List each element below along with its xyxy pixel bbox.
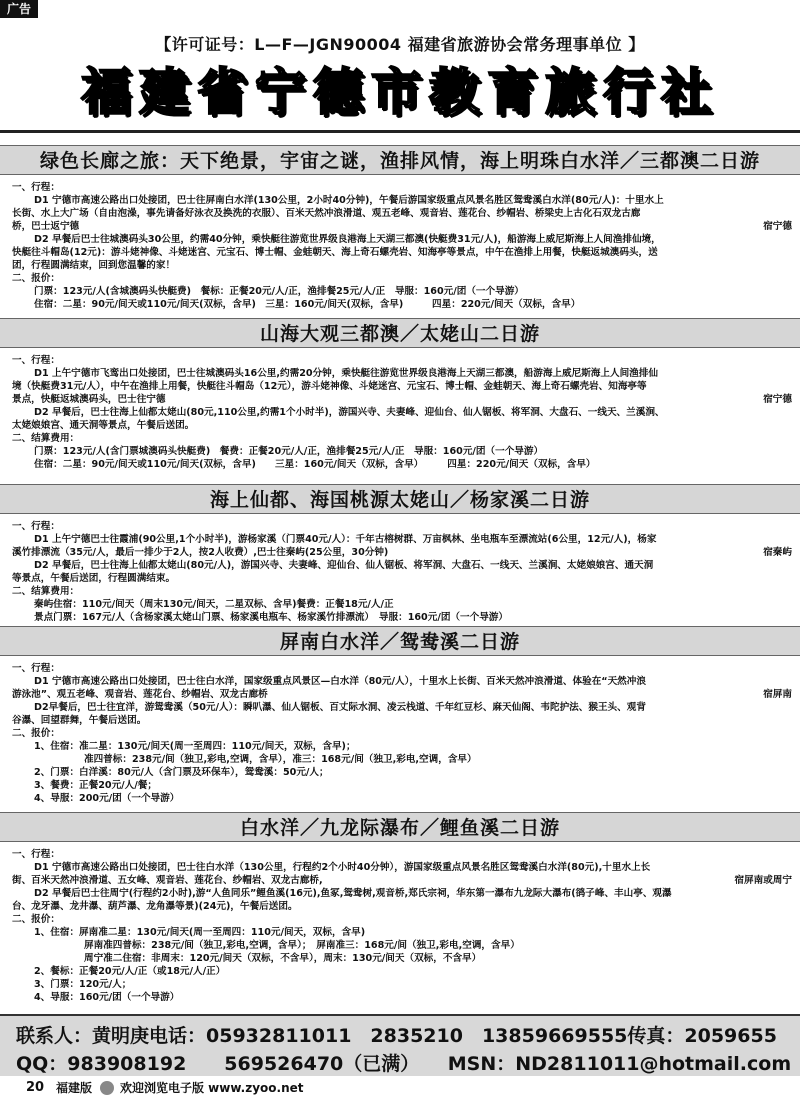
- contact-online-line: QQ：983908192 569526470（已满） MSN：ND2811011@hotmail.com: [16, 1053, 792, 1075]
- itinerary-text: 3、餐费：正餐20元/人/餐；: [34, 780, 157, 791]
- itinerary-text: D1 上午宁德市飞鸾出口处接团，巴士往城澳码头16公里,约需20分钟，乘快艇往游览世界级良港海上天湖三都澳，船游海上威尼斯海上人间渔排仙: [34, 368, 658, 379]
- itinerary-text: 1、住宿：屏南准二星：130元/间天(周一至周四：110元/间天，双标，含早): [34, 927, 366, 938]
- itinerary-text: 境（快艇费31元/人），中午在渔排上用餐，快艇往斗帽岛（12元），游斗姥神像、斗姥迷宫、元宝石、博士帽、金蛙朝天、海上奇石螺壳岩、知海亭等: [12, 381, 647, 392]
- itinerary-line: [12, 952, 792, 965]
- itinerary-line: [12, 194, 792, 207]
- itinerary-text: 4、导服：200元/团（一个导游）: [34, 793, 180, 804]
- itinerary-text: 秦屿住宿：110元/间天（周末130元/间天，二星双标、含早)餐费：正餐18元/人/正: [34, 599, 394, 610]
- itinerary-text: 等景点，午餐后送团，行程圆满结束。: [12, 573, 176, 584]
- itinerary-line: [12, 714, 792, 727]
- itinerary-text: 1、住宿：准二星：130元/间天(周一至周四：110元/间天，双标，含早)；: [34, 741, 356, 752]
- lodging-note: 宿屏南: [763, 689, 792, 700]
- itinerary-line: [12, 965, 792, 978]
- itinerary-line: [12, 520, 792, 533]
- itinerary-text: 住宿：二星：90元/间天或110元/间天(双标，含早) 三星：160元/间天(双标，含早) 四星：220元/间天（双标，含早）: [34, 299, 581, 310]
- itinerary-line: [12, 380, 792, 393]
- itinerary-text: 二、报价：: [12, 273, 60, 284]
- contact-phone-line: 联系人：黄明庚电话：05932811011 2835210 13859669555传真：2059655: [16, 1025, 777, 1047]
- itinerary-line: [12, 792, 792, 805]
- itinerary-line: [12, 272, 792, 285]
- itinerary-line: [12, 458, 792, 471]
- itinerary-text: D1 宁德市高速公路出口处接团，巴士往白水洋，国家级重点风景区—白水洋（80元/人），十里水上长街、百米天然冲浪滑道、体验在“天然冲浪: [34, 676, 646, 687]
- itinerary-text: 太姥娘娘宫、通天洞等景点，午餐后送团。: [12, 420, 195, 431]
- lodging-note: 宿屏南或周宁: [734, 875, 792, 886]
- itinerary-line: [12, 285, 792, 298]
- itinerary-text: D2早餐后，巴士往宜洋，游鸳鸯溪（50元/人）：瞬叭瀑、仙人锯板、百丈际水洞、凌云栈道、千年红豆杉、麻天仙阁、韦陀护法、猴王头、观背: [34, 702, 646, 713]
- header: [0, 18, 800, 130]
- itinerary-text: 门票：123元/人(含门票城澳码头快艇费) 餐费：正餐20元/人/正，渔排餐25元/人/正 导服：160元/团（一个导游）: [34, 446, 544, 457]
- itinerary-line: [12, 298, 792, 311]
- itinerary-line: [12, 848, 792, 861]
- itinerary-line: [12, 900, 792, 913]
- itinerary-text: 4、导服：160元/团（一个导游）: [34, 992, 180, 1003]
- itinerary-text: 台、龙牙瀑、龙井瀑、葫芦瀑、龙角瀑等景)(24元)，午餐后送团。: [12, 901, 298, 912]
- route-body-2: [12, 354, 792, 471]
- itinerary-line: [12, 181, 792, 194]
- route-body-3: [12, 520, 792, 624]
- itinerary-line: [12, 585, 792, 598]
- itinerary-line: [12, 533, 792, 546]
- route-body-4: [12, 662, 792, 805]
- agency-name: 福建省宁德市教育旅行社: [81, 63, 719, 121]
- itinerary-text: 街、百米天然冲浪滑道、五女峰、观音岩、莲花台、纱帽岩、双龙古廊桥,: [12, 875, 323, 886]
- itinerary-line: [12, 926, 792, 939]
- itinerary-line: [12, 779, 792, 792]
- itinerary-text: D2 早餐后，巴士往海上仙都太姥山(80元/人)，游国兴寺、夫妻峰、迎仙台、仙人锯板、将军洞、大盘石、一线天、兰溪涧、太姥娘娘宫、通天洞: [34, 560, 654, 571]
- itinerary-line: [12, 207, 792, 220]
- itinerary-line: [12, 753, 792, 766]
- itinerary-text: 2、门票：白洋溪：80元/人（含门票及环保车），鸳鸯溪：50元/人；: [34, 767, 329, 778]
- route-title-3: 海上仙都、海国桃源太姥山／杨家溪二日游: [0, 484, 800, 514]
- itinerary-text: 二、结算费用：: [12, 433, 80, 444]
- lodging-note: 宿秦屿: [763, 547, 792, 558]
- itinerary-text: 长街、水上大广场（自由泡澡，事先请备好泳衣及换洗的衣服）、百米天然冲浪滑道、观五老峰、观音岩、莲花台、纱帽岩、桥梁史上古化石双龙古廊: [12, 208, 641, 219]
- footer: [0, 1076, 800, 1100]
- itinerary-text: 景点门票：167元/人（含杨家溪太姥山门票、杨家溪电瓶车、杨家溪竹排漂流） 导服：160元/团（一个导游）: [34, 612, 508, 623]
- itinerary-line: [12, 445, 792, 458]
- itinerary-line: [12, 246, 792, 259]
- edition-label: 福建版: [56, 1081, 93, 1095]
- itinerary-text: 屏南准四普标：238元/间（独卫,彩电,空调，含早）； 屏南准三：168元/间（独卫,彩电,空调，含早）: [84, 940, 520, 951]
- page-number: 20: [26, 1080, 45, 1095]
- itinerary-line: [12, 991, 792, 1004]
- itinerary-line: [12, 939, 792, 952]
- itinerary-line: [12, 701, 792, 714]
- itinerary-text: D1 宁德市高速公路出口处接团，巴士往屏南白水洋(130公里，2小时40分钟)，午餐后游国家级重点风景名胜区鸳鸯溪白水洋(80元/人)：十里水上: [34, 195, 664, 206]
- itinerary-line: [12, 354, 792, 367]
- itinerary-line: [12, 978, 792, 991]
- itinerary-line: [12, 766, 792, 779]
- itinerary-line: [12, 546, 792, 559]
- itinerary-text: 谷瀑、回望群舞，午餐后送团。: [12, 715, 147, 726]
- itinerary-text: 一、行程：: [12, 521, 60, 532]
- itinerary-text: 二、结算费用：: [12, 586, 80, 597]
- license-line: 【许可证号：L—F—JGN90004 福建省旅游协会常务理事单位 】: [155, 35, 645, 54]
- itinerary-text: D2 早餐后巴士往周宁(行程约2小时),游“人鱼同乐”鲤鱼溪(16元),鱼冢,鸳鸯树,观音桥,郑氏宗祠，华东第一瀑布九龙际大瀑布(鹆子峰、丰山亭、观瀑: [34, 888, 672, 899]
- route-title-4: 屏南白水洋／鸳鸯溪二日游: [0, 626, 800, 656]
- lodging-note: 宿宁德: [763, 394, 792, 405]
- itinerary-line: [12, 572, 792, 585]
- lodging-note: 宿宁德: [763, 221, 792, 232]
- ad-tag: 广告: [0, 0, 38, 18]
- itinerary-text: 游泳池”、观五老峰、观音岩、莲花台、纱帽岩、双龙古廊桥: [12, 689, 268, 700]
- itinerary-line: [12, 406, 792, 419]
- route-body-1: [12, 181, 792, 311]
- itinerary-text: D1 上午宁德巴士往霞浦(90公里,1个小时半)，游杨家溪（门票40元/人）：千年古榕树群、万亩枫林、坐电瓶车至漂流站(6公里，12元/人)，杨家: [34, 534, 657, 545]
- itinerary-text: D2 早餐后巴士往城澳码头30公里，约需40分钟，乘快艇往游览世界级良港海上天湖三都澳(快艇费31元/人)，船游海上威尼斯海上人间渔排仙境，: [34, 234, 661, 245]
- itinerary-line: [12, 598, 792, 611]
- itinerary-text: 二、报价：: [12, 914, 60, 925]
- contact-bar: [0, 1014, 800, 1076]
- itinerary-text: 一、行程：: [12, 182, 60, 193]
- itinerary-text: 准四普标：238元/间（独卫,彩电,空调，含早），准三：168元/间（独卫,彩电,空调，含早）: [84, 754, 477, 765]
- itinerary-line: [12, 740, 792, 753]
- site-logo-icon: [100, 1081, 114, 1095]
- itinerary-line: [12, 874, 792, 887]
- itinerary-text: D2 早餐后，巴士往海上仙都太姥山(80元,110公里,约需1个小时半)，游国兴寺、夫妻峰、迎仙台、仙人锯板、将军洞、大盘石、一线天、兰溪涧、: [34, 407, 665, 418]
- itinerary-text: 快艇往斗帽岛(12元)：游斗姥神像、斗姥迷宫、元宝石、博士帽、金蛙朝天、海上奇石螺壳岩、知海亭等景点，中午在渔排上用餐，快艇返城澳码头，送: [12, 247, 658, 258]
- route-title-1: 绿色长廊之旅：天下绝景，宇宙之谜，渔排风情，海上明珠白水洋／三都澳二日游: [0, 145, 800, 175]
- itinerary-text: 3、门票：120元/人；: [34, 979, 132, 990]
- itinerary-text: D1 宁德市高速公路出口处接团，巴士往白水洋（130公里，行程约2个小时40分钟），游国家级重点风景名胜区鸳鸯溪白水洋(80元),十里水上长: [34, 862, 651, 873]
- itinerary-line: [12, 675, 792, 688]
- itinerary-line: [12, 913, 792, 926]
- itinerary-line: [12, 861, 792, 874]
- itinerary-text: 2、餐标：正餐20元/人/正（或18元/人/正）: [34, 966, 226, 977]
- itinerary-line: [12, 393, 792, 406]
- itinerary-text: 一、行程：: [12, 663, 60, 674]
- itinerary-text: 溪竹排漂流（35元/人，最后一排少于2人，按2人收费）,巴士往秦屿(25公里，30分钟): [12, 547, 389, 558]
- route-body-5: [12, 848, 792, 1004]
- itinerary-text: 门票：123元/人(含城澳码头快艇费) 餐标：正餐20元/人/正，渔排餐25元/人/正 导服：160元/团（一个导游）: [34, 286, 524, 297]
- website-slogan: 欢迎浏览电子版 www.zyoo.net: [120, 1081, 304, 1095]
- itinerary-line: [12, 662, 792, 675]
- itinerary-line: [12, 259, 792, 272]
- itinerary-text: 一、行程：: [12, 849, 60, 860]
- itinerary-line: [12, 611, 792, 624]
- itinerary-text: 一、行程：: [12, 355, 60, 366]
- itinerary-text: 周宁准二住宿：非周末：120元/间天（双标，不含早），周末：130元/间天（双标，不含早）: [84, 953, 482, 964]
- itinerary-text: 团，行程圆满结束，回到您温馨的家！: [12, 260, 176, 271]
- itinerary-text: 桥，巴士返宁德: [12, 221, 80, 232]
- itinerary-line: [12, 432, 792, 445]
- itinerary-line: [12, 688, 792, 701]
- route-title-5: 白水洋／九龙际瀑布／鲤鱼溪二日游: [0, 812, 800, 842]
- itinerary-text: 住宿：二星：90元/间天或110元/间天(双标，含早) 三星：160元/间天（双标，含早） 四星：220元/间天（双标，含早）: [34, 459, 596, 470]
- itinerary-text: 景点，快艇返城澳码头，巴士往宁德: [12, 394, 166, 405]
- itinerary-line: [12, 727, 792, 740]
- itinerary-line: [12, 220, 792, 233]
- route-title-2: 山海大观三都澳／太姥山二日游: [0, 318, 800, 348]
- itinerary-line: [12, 887, 792, 900]
- itinerary-line: [12, 419, 792, 432]
- itinerary-line: [12, 559, 792, 572]
- itinerary-text: 二、报价：: [12, 728, 60, 739]
- itinerary-line: [12, 367, 792, 380]
- itinerary-line: [12, 233, 792, 246]
